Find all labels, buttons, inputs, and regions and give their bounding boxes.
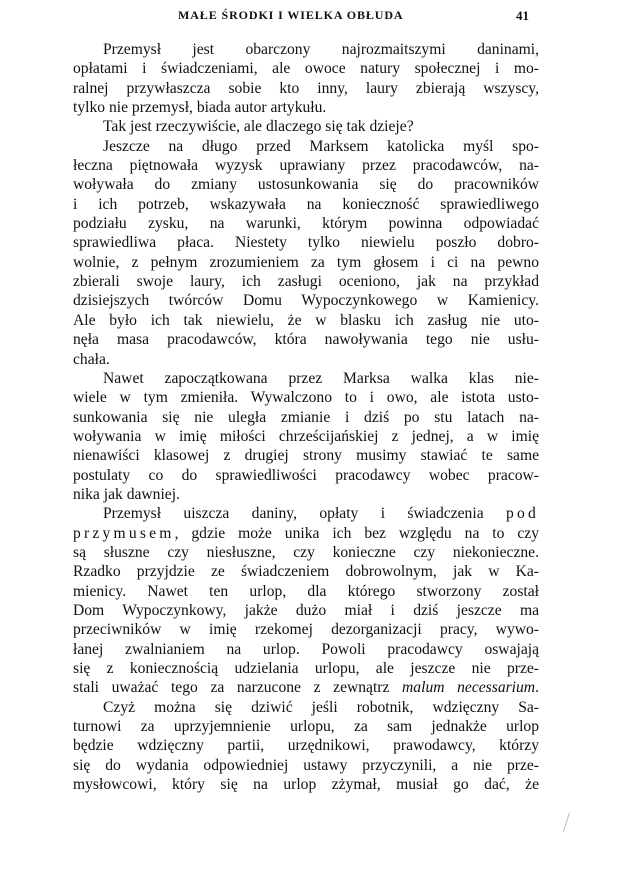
text-line [73,582,539,601]
text-line [73,524,539,543]
line-text: się do wydania odpowiedniej ustawy przyczynili, a nie prze- [73,756,539,774]
text-line [73,330,539,349]
text-line [73,678,539,697]
line-text: mienicy. Nawet ten urlop, dla którego stworzony został [73,582,539,600]
text-line [73,350,539,369]
text-line [73,156,539,175]
line-text: Nawet zapoczątkowana przez Marksa walka klas nie- [103,369,539,387]
text-line [73,40,539,59]
text-line [73,717,539,736]
text-line [73,195,539,214]
text-line [73,485,539,504]
line-text: nęła masa pracodawców, która nawoływania tego nie usłu- [73,331,539,349]
line-text: Tak jest rzeczywiście, ale dlaczego się tak dzieje? [103,118,414,136]
text-line [73,98,539,117]
line-text: opłatami i świadczeniami, ale owoce natury społecznej i mo- [73,60,539,78]
text-line [73,601,539,620]
emphasis-italic: malum necessarium [402,679,536,697]
line-tail: . [535,679,539,697]
text-line [73,79,539,98]
scan-edge-mark [563,812,570,831]
emphasis-spaced: przymusem [73,524,175,542]
text-line [73,291,539,310]
line-text: stali uważać tego za narzucone z zewnątrz [73,679,390,697]
running-head [0,8,629,30]
text-line [73,388,539,407]
line-text: sprawiedliwa płaca. Niestety tylko niewielu poszło dobro- [73,234,539,252]
line-text: i ich potrzeb, wskazywała na konieczność sprawiedliwego [73,195,539,213]
line-text: łeczna piętnowała wyzysk uprawiany przez pracodawców, na- [73,157,539,175]
text-line [73,446,539,465]
text-line [73,214,539,233]
text-line [73,175,539,194]
line-text: Ale było ich tak niewielu, że w blasku ich zasług nie uto- [73,311,539,329]
text-line [73,253,539,272]
line-text: przeciwników w imię rzekomej dezorganizacji pracy, wywo- [73,621,539,639]
line-text: turnowi za uprzyjemnienie urlopu, za sam jednakże urlop [73,718,539,736]
text-line [73,504,539,523]
line-text: wiele w tym zmieniła. Wywalczono to i owo, ale istota usto- [73,389,539,407]
line-text: będzie wdzięczny partii, urzędnikowi, prawodawcy, którzy [73,737,539,755]
line-text: zbierali swoje laury, ich zasługi oceniono, jak na przykład [73,273,539,291]
line-text: , gdzie może unika ich bez względu na to czy [174,524,539,542]
page-number: 41 [516,8,529,23]
line-text: są słuszne czy niesłuszne, czy konieczne czy niekonieczne. [73,543,539,561]
text-line [73,59,539,78]
line-text: Rzadko przyjdzie ze świadczeniem dobrowolnym, jak w Ka- [73,563,539,581]
line-text: sunkowania się nie uległa zmianie i dziś po stu latach na- [73,408,539,426]
text-line [73,466,539,485]
text-line [73,640,539,659]
line-text: tylko nie przemysł, biada autor artykułu. [73,99,327,117]
text-line [73,736,539,755]
line-text: Jeszcze na długo przed Marksem katolicka myśl spo- [103,137,539,155]
line-text: wolnie, z pełnym zrozumieniem za tym głosem i ci na pewno [73,253,539,271]
emphasis-spaced: pod [506,505,539,523]
running-title: MAŁE ŚRODKI I WIELKA OBŁUDA [178,8,404,22]
text-line [73,562,539,581]
text-line [73,369,539,388]
text-line [73,756,539,775]
text-line [73,272,539,291]
line-text: postulaty co do sprawiedliwości pracodawcy wobec pracow- [73,466,539,484]
line-text: Przemysł jest obarczony najrozmaitszymi daninami, [103,41,539,58]
text-line [73,117,539,136]
text-line [73,775,539,794]
line-text: Czyż można się dziwić jeśli robotnik, wdzięczny Sa- [103,698,539,716]
body-text [73,40,539,794]
line-text: mysłowcowi, który się na urlop zżymał, musiał go dać, że [73,776,539,794]
text-line [73,137,539,156]
text-line [73,698,539,717]
line-text: woływała do zmiany ustosunkowania się do pracowników [73,176,539,194]
line-text: woływania w imię miłości chrześcijańskiej z jednej, a w imię [73,427,539,445]
line-text: łanej zwalnianiem na urlop. Powoli pracodawcy oswajają [73,640,539,658]
line-text: ralnej przywłaszcza sobie kto inny, laury zbierają wszyscy, [73,79,539,97]
text-line [73,233,539,252]
text-line [73,408,539,427]
line-text: się z koniecznością udzielania urlopu, ale jeszcze nie prze- [73,660,539,677]
text-line [73,427,539,446]
line-text: chała. [73,350,110,368]
text-line [73,659,539,678]
text-line [73,311,539,330]
line-text: nika jak dawniej. [73,485,180,503]
text-line [73,543,539,562]
text-line [73,620,539,639]
line-text: podziału zysku, na warunki, którym powinna odpowiadać [73,215,539,233]
line-text: Przemysł uiszcza daniny, opłaty i świadczenia [103,505,484,523]
line-text: nienawiści klasowej z drugiej strony musimy stawiać te same [73,447,539,465]
line-text: Dom Wypoczynkowy, jakże dużo miał i dziś jeszcze ma [73,601,539,619]
line-text: dzisiejszych twórców Domu Wypoczynkowego w Kamienicy. [73,292,539,310]
